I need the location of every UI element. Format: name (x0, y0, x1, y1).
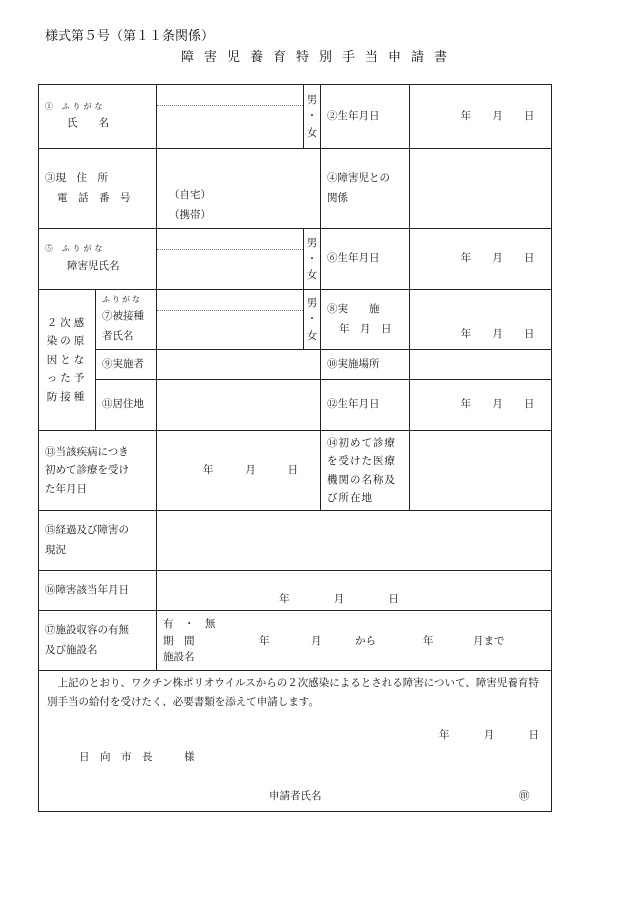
vaccinee-birth-label: ⑫生年月日 (321, 380, 410, 431)
vaccination-date-label: ⑧実 施 年 月 日 (321, 290, 410, 350)
vaccinee-name-label: ふりがな ⑦被接種 者氏名 (96, 290, 157, 350)
vaccination-date-field[interactable]: 年 月 日 (410, 290, 552, 350)
medical-institution-field[interactable] (410, 431, 552, 511)
child-sex[interactable]: 男 ・ 女 (304, 229, 321, 290)
residence-label: ⑪居住地 (96, 380, 157, 431)
relation-label: ④障害児との 関係 (321, 149, 410, 229)
medical-institution-label: ⑭初めて診療 を受けた医療 機関の名称及 び所在地 (321, 431, 410, 511)
declaration-block (39, 671, 552, 812)
child-name-field[interactable] (157, 229, 304, 290)
vaccinee-name-field[interactable] (157, 290, 304, 350)
seal-icon: ㊞ (519, 790, 530, 803)
child-birth-field[interactable]: 年 月 日 (410, 229, 552, 290)
relation-field[interactable] (410, 149, 552, 229)
address-label: ③現 住 所 電 話 番 号 (39, 149, 157, 229)
disability-date-field[interactable]: 年 月 日 (157, 571, 552, 611)
applicant-sex[interactable]: 男 ・ 女 (304, 85, 321, 149)
applicant-birth-field[interactable]: 年 月 日 (410, 85, 552, 149)
facility-name-label: 施設名 (163, 650, 195, 663)
disability-date-label: ⑯障害該当年月日 (39, 571, 157, 611)
addressee: 日 向 市 長 様 (79, 751, 195, 764)
form-title: 障害児養育特別手当申請書 (180, 50, 457, 65)
first-diagnosis-date-field[interactable]: 年 月 日 (157, 431, 321, 511)
form-number: 様式第５号（第１１条関係） (45, 29, 215, 44)
applicant-signature-label: 申請者氏名 (269, 790, 322, 803)
vaccinee-birth-field[interactable]: 年 月 日 (410, 380, 552, 431)
place-label: ⑩実施場所 (321, 350, 410, 380)
place-field[interactable] (410, 350, 552, 380)
progress-label: ⑮経過及び障害の 現況 (39, 511, 157, 571)
performer-field[interactable] (157, 350, 321, 380)
performer-label: ⑨実施者 (96, 350, 157, 380)
applicant-name-field[interactable] (157, 85, 304, 149)
applicant-birth-label: ②生年月日 (321, 85, 410, 149)
facility-period: 期 間 年 月 から 年 月まで (163, 634, 505, 647)
facility-yes-no[interactable]: 有 ・ 無 (163, 617, 216, 630)
child-name-label: ⑤ ふりがな 障害児氏名 (39, 229, 157, 290)
first-diagnosis-label: ⑬当該疾病につき 初めて診療を受け た年月日 (39, 431, 157, 511)
declaration-text: 上記のとおり、ワクチン株ポリオウイルスからの２次感染によるとされる障害について、障害児養育特別手当の給付を受けたく、必要書類を添えて申請します。 (47, 677, 539, 709)
facility-label: ⑰施設収容の有無 及び施設名 (39, 611, 157, 671)
vaccinee-sex[interactable]: 男 ・ 女 (304, 290, 321, 350)
application-form (38, 84, 552, 812)
residence-field[interactable] (157, 380, 321, 431)
applicant-name-label: ① ふりがな 氏 名 (39, 85, 157, 149)
declaration-date[interactable]: 年 月 日 (439, 729, 539, 742)
progress-field[interactable] (157, 511, 552, 571)
child-birth-label: ⑥生年月日 (321, 229, 410, 290)
address-field[interactable]: （自宅） （携帯） (157, 149, 321, 229)
secondary-infection-group-label: ２次感 染の原 因とな った予 防接種 (39, 290, 96, 431)
facility-field[interactable] (157, 611, 552, 671)
